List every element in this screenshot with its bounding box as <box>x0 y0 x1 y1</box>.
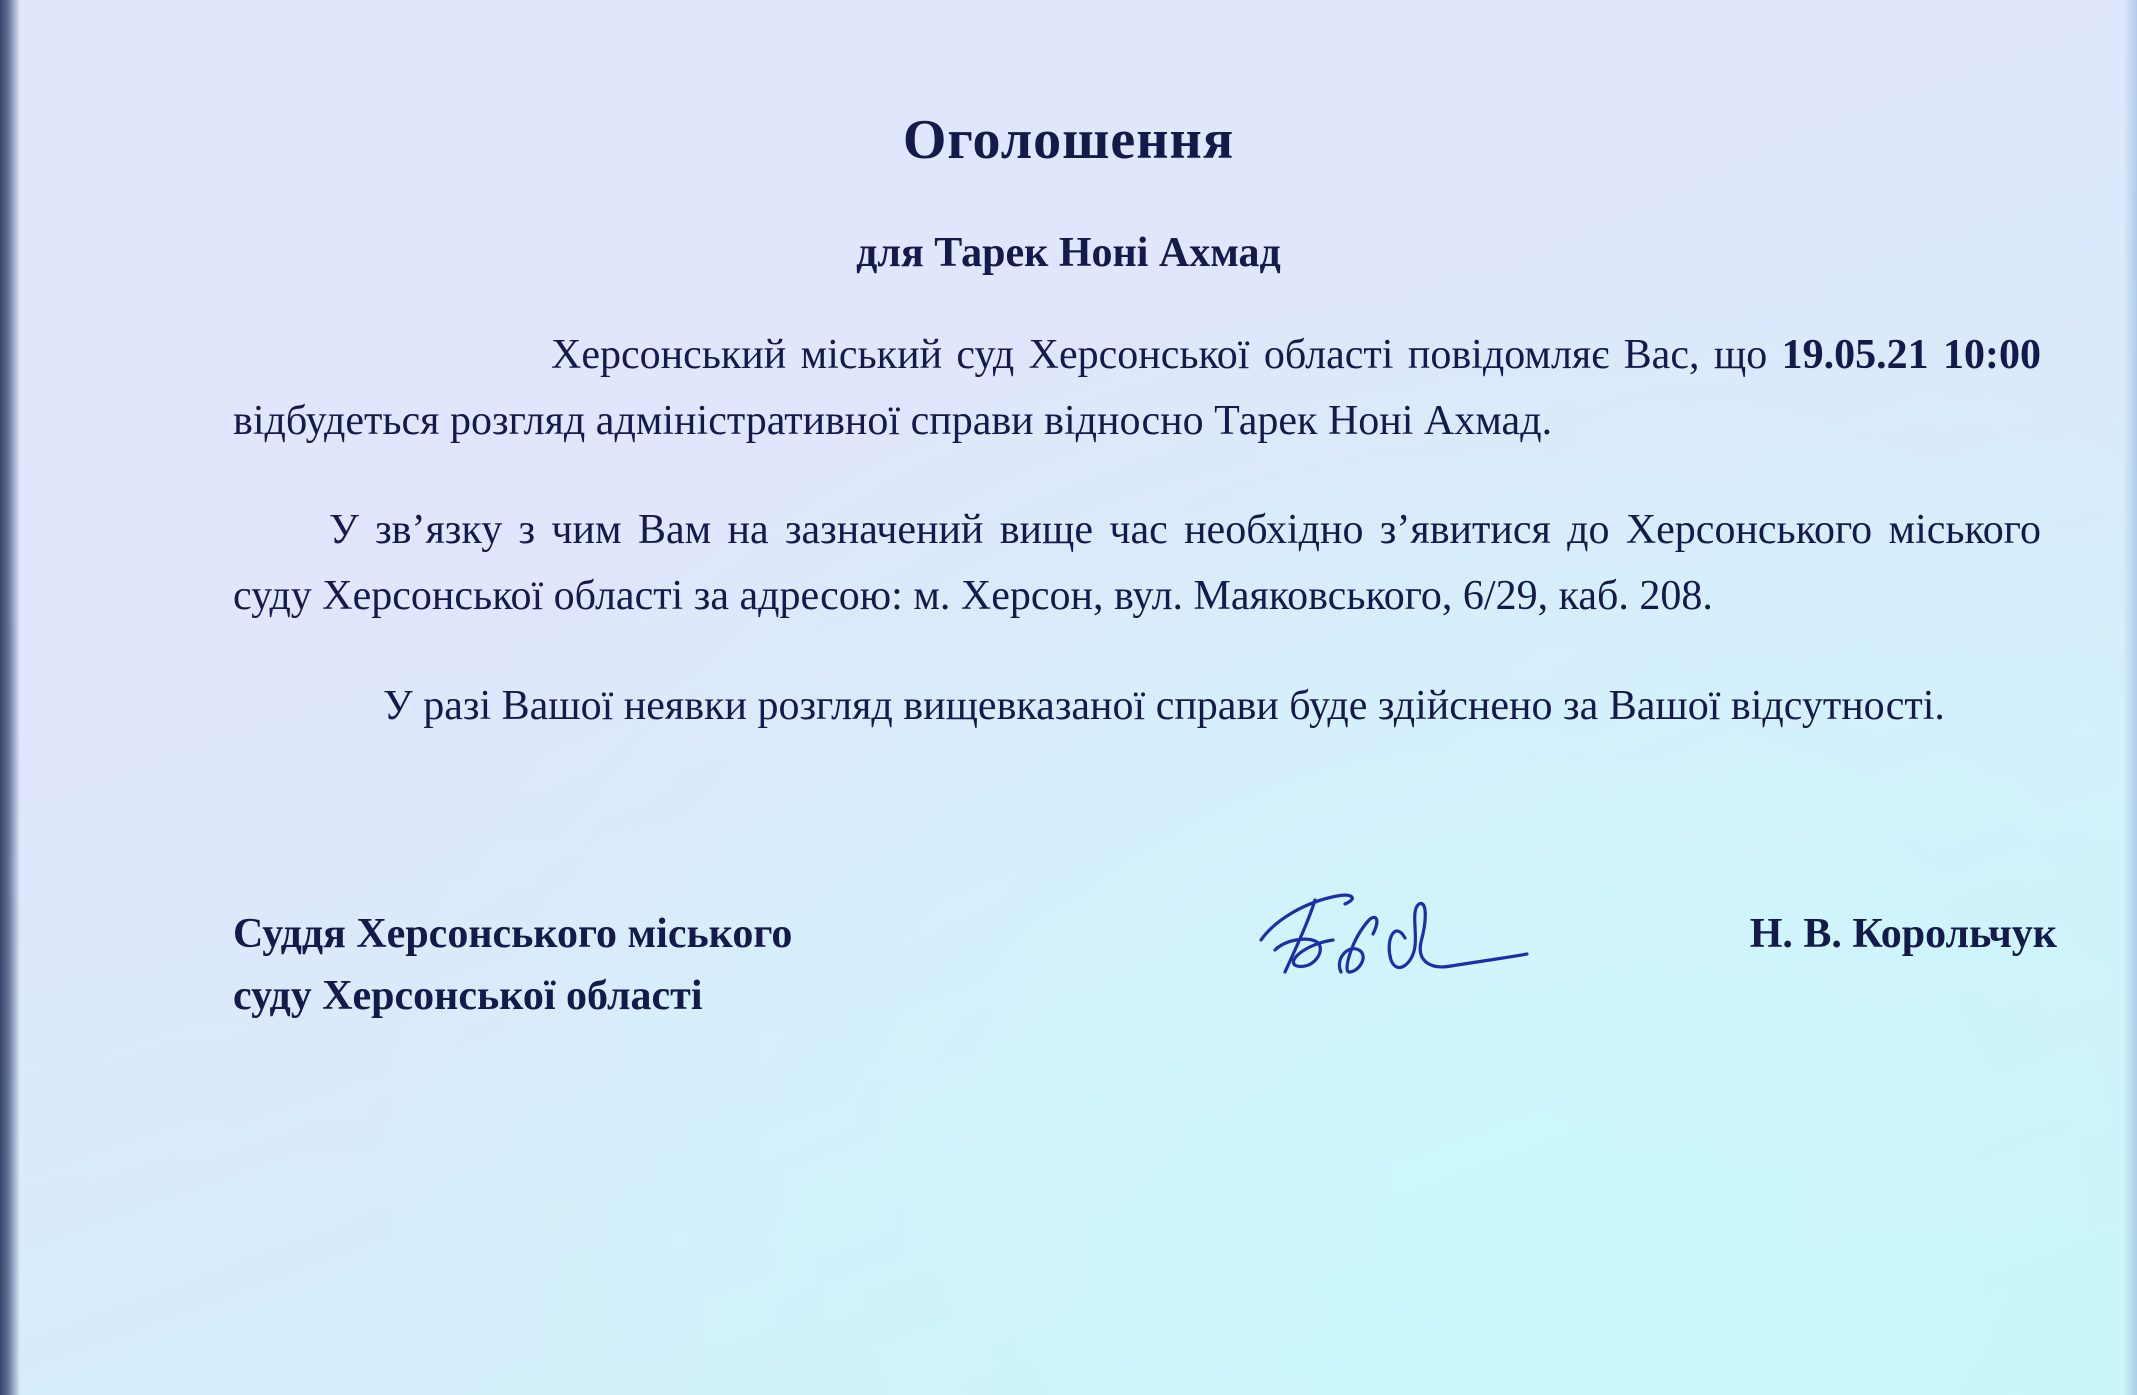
paragraph-address: У зв’язку з чим Вам на зазначений вище час необхідно з’явитися до Херсонського міського суду Херсонської області за адресою: м. Херсон, вул. Маяковського, 6/29, каб. 208. <box>233 507 2041 619</box>
notice-recipient: для Тарек Ноні Ахмад <box>856 230 1281 276</box>
hearing-datetime: 19.05.21 10:00 <box>1781 332 2041 378</box>
notice-title: Оголошення <box>902 109 1235 171</box>
paragraph-absence-warning: У разі Вашої неявки розгляд вищевказаної справи буде здійснено за Вашої відсутності. <box>383 683 1945 729</box>
judge-position <box>233 903 792 1027</box>
paragraph-rest-text: відбудеться розгляд адміністративної справи відносно Тарек Ноні Ахмад. <box>233 398 1553 444</box>
judge-name: Н. В. Корольчук <box>1749 911 2057 957</box>
judge-position-line-2: суду Херсонської області <box>233 973 703 1019</box>
signature-image <box>1255 880 1535 990</box>
judge-position-line-1: Суддя Херсонського міського <box>233 911 793 957</box>
photo-left-edge <box>0 0 20 1395</box>
paragraph-hearing-date <box>233 322 2041 454</box>
photo-right-edge <box>2123 0 2137 1395</box>
paragraph-intro-text: Херсонський міський суд Херсонської області повідомляє Вас, що <box>551 332 1782 378</box>
